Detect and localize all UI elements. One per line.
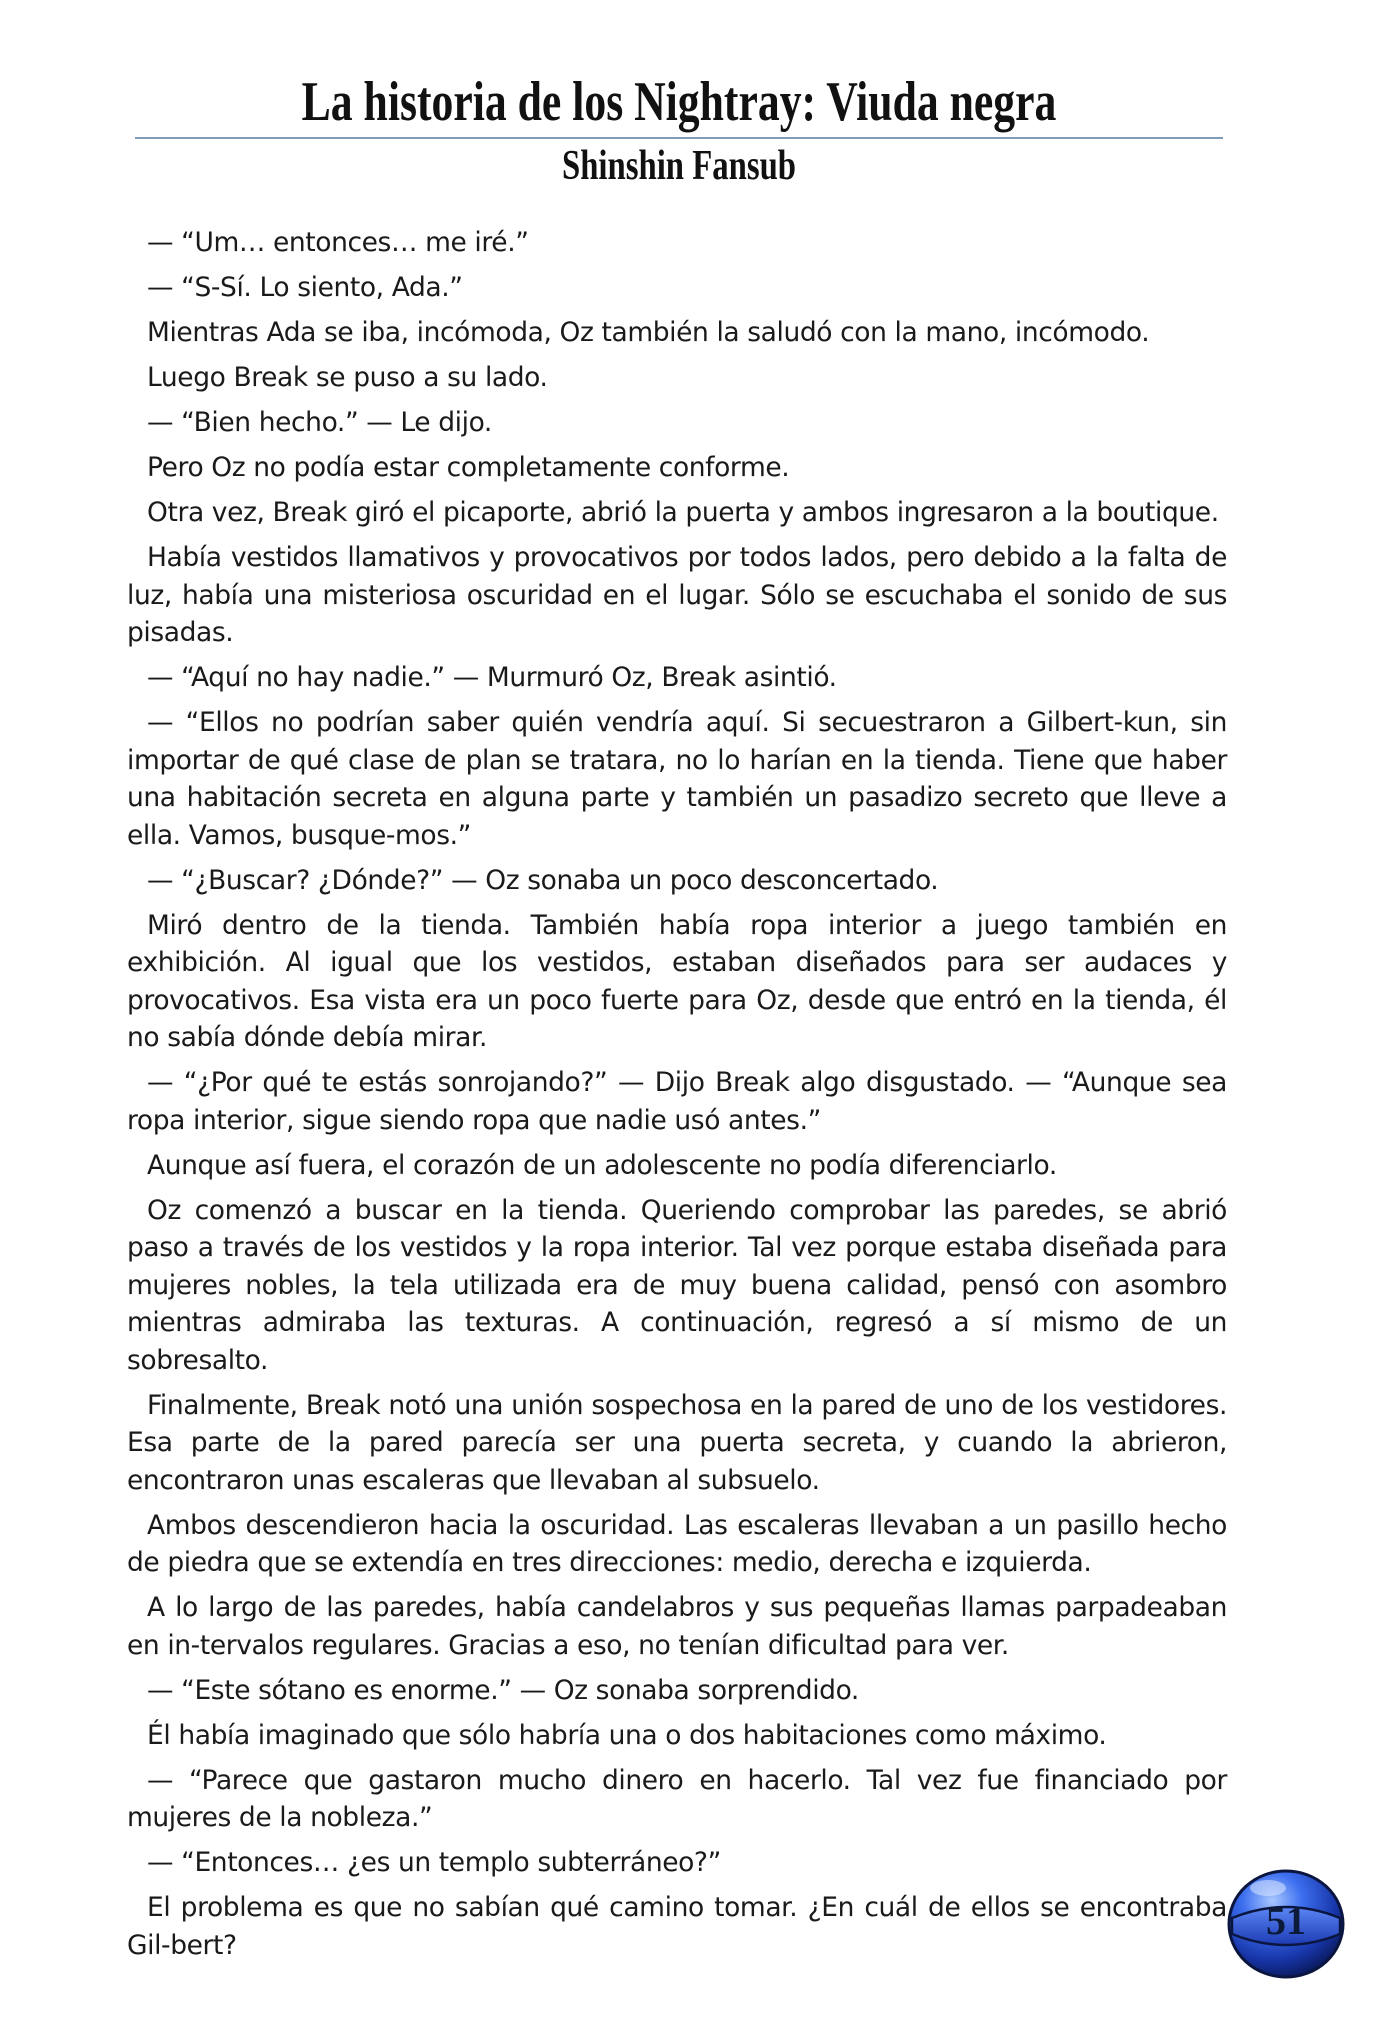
paragraph: El problema es que no sabían qué camino tomar. ¿En cuál de ellos se encontraba Gil-bert? — [127, 1892, 1227, 1961]
paragraph: — “Aquí no hay nadie.” — Murmuró Oz, Break asintió. — [147, 662, 837, 693]
paragraph: Otra vez, Break giró el picaporte, abrió la puerta y ambos ingresaron a la boutique. — [147, 497, 1219, 528]
header-divider — [135, 137, 1223, 139]
book-title: La historia de los Nightray: Viuda negra — [301, 71, 1057, 133]
paragraph: — “¿Por qué te estás sonrojando?” — Dijo Break algo disgustado. — “Aunque sea ropa interior, sigue siendo ropa que nadie usó antes.” — [127, 1067, 1227, 1136]
paragraph: Aunque así fuera, el corazón de un adolescente no podía diferenciarlo. — [147, 1149, 1057, 1181]
paragraph: — “S-Sí. Lo siento, Ada.” — [147, 272, 463, 303]
paragraph: Ambos descendieron hacia la oscuridad. Las escaleras llevaban a un pasillo hecho de piedra que se extendía en tres direcciones: medio, derecha e izquierda. — [127, 1509, 1227, 1578]
paragraph: — “Ellos no podrían saber quién vendría aquí. Si secuestraron a Gilbert-kun, sin importar de qué clase de plan se tratara, no lo harían en la tienda. Tiene que haber una habitación secreta en alguna parte y también un pasadizo secreto que lleve a ella. Vamos, busque-mos.” — [127, 707, 1227, 851]
paragraph: — “Parece que gastaron mucho dinero en hacerlo. Tal vez fue financiado por mujeres de la nobleza.” — [127, 1764, 1227, 1833]
paragraph: Había vestidos llamativos y provocativos por todos lados, pero debido a la falta de luz, había una misteriosa oscuridad en el lugar. Sólo se escuchaba el sonido de sus pisadas. — [127, 542, 1227, 648]
paragraph: Finalmente, Break notó una unión sospechosa en la pared de uno de los vestidores. Esa parte de la pared parecía ser una puerta secreta, y cuando la abrieron, encontraron unas escaleras que llevaban al subsuelo. — [127, 1389, 1227, 1496]
translator-credit: Shinshin Fansub — [561, 143, 797, 189]
page-body — [127, 224, 1227, 1972]
paragraph: — “Bien hecho.” — Le dijo. — [147, 407, 492, 438]
paragraph: Miró dentro de la tienda. También había ropa interior a juego también en exhibición. Al igual que los vestidos, estaban diseñados para ser audaces y provocativos. Esa vista era un poco fuerte para Oz, desde que entró en la tienda, él no sabía dónde debía mirar. — [127, 909, 1227, 1053]
paragraph: A lo largo de las paredes, había candelabros y sus pequeñas llamas parpadeaban en in-tervalos regulares. Gracias a eso, no tenían dificultad para ver. — [127, 1592, 1227, 1661]
page-number: 51 — [1266, 1898, 1306, 1943]
page-number-badge — [1226, 1866, 1346, 1980]
paragraph: — “¿Buscar? ¿Dónde?” — Oz sonaba un poco desconcertado. — [147, 864, 939, 896]
paragraph: — “Um… entonces… me iré.” — [147, 227, 529, 258]
paragraph: Él había imaginado que sólo habría una o dos habitaciones como máximo. — [147, 1719, 1107, 1751]
paragraph: Pero Oz no podía estar completamente conforme. — [147, 452, 790, 483]
paragraph: Mientras Ada se iba, incómoda, Oz también la saludó con la mano, incómodo. — [147, 317, 1150, 348]
paragraph: Oz comenzó a buscar en la tienda. Queriendo comprobar las paredes, se abrió paso a través de los vestidos y la ropa interior. Tal vez porque estaba diseñada para mujeres nobles, la tela utilizada era de muy buena calidad, pensó con asombro mientras admiraba las texturas. A continuación, regresó a sí mismo de un sobresalto. — [127, 1194, 1227, 1376]
paragraph: — “Este sótano es enorme.” — Oz sonaba sorprendido. — [147, 1674, 859, 1706]
paragraph: Luego Break se puso a su lado. — [147, 362, 548, 393]
page-header — [135, 70, 1223, 190]
paragraph: — “Entonces… ¿es un templo subterráneo?” — [147, 1847, 721, 1878]
